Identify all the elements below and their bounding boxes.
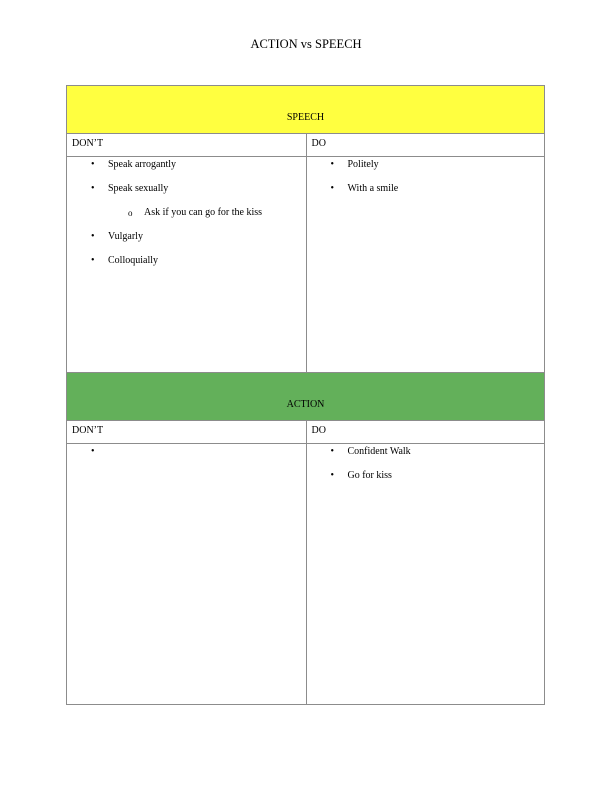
- bullet-disc-icon: •: [91, 159, 95, 170]
- action-dont-list: [67, 446, 306, 470]
- action-do-list: [307, 446, 545, 494]
- action-dont-cell: [67, 444, 307, 705]
- bullet-disc-icon: •: [91, 255, 95, 266]
- action-dont-label: DON’T: [67, 421, 307, 444]
- bullet-disc-icon: •: [330, 446, 335, 457]
- list-item: • With a smile: [330, 183, 399, 194]
- list-item: • Vulgarly: [91, 231, 143, 242]
- list-item: • Colloquially: [91, 255, 158, 266]
- speech-header-row: [67, 86, 545, 134]
- speech-body-row: [67, 157, 545, 373]
- speech-dont-list: [67, 159, 306, 279]
- list-item: • Confident Walk: [330, 446, 411, 457]
- list-item: • Speak sexually: [91, 183, 169, 194]
- document-title: ACTION vs SPEECH: [250, 37, 362, 51]
- list-item: [67, 446, 306, 470]
- bullet-disc-icon: •: [330, 470, 335, 481]
- speech-column-labels: [67, 134, 545, 157]
- action-header-row: [67, 373, 545, 421]
- bullet-disc-icon: •: [91, 231, 95, 242]
- speech-do-cell: [307, 157, 546, 373]
- speech-heading: SPEECH: [286, 112, 325, 123]
- speech-do-label: DO: [307, 134, 546, 157]
- bullet-disc-icon: •: [91, 183, 95, 194]
- bullet-disc-icon: •: [330, 159, 335, 170]
- action-column-labels: [67, 421, 545, 444]
- action-section-header: [67, 373, 545, 421]
- speech-dont-label: DON’T: [67, 134, 307, 157]
- bullet-circle-icon: o: [128, 208, 133, 218]
- speech-dont-cell: [67, 157, 307, 373]
- list-item: • Politely: [330, 159, 379, 170]
- action-body-row: [67, 444, 545, 705]
- list-item: • Go for kiss: [330, 470, 392, 481]
- bullet-disc-icon: •: [91, 446, 95, 457]
- comparison-table: [66, 85, 545, 705]
- list-item: • Speak arrogantly: [91, 159, 177, 170]
- action-do-label: DO: [307, 421, 546, 444]
- action-heading: ACTION: [286, 399, 325, 410]
- sub-list-item: o Ask if you can go for the kiss: [128, 207, 263, 218]
- bullet-disc-icon: •: [330, 183, 335, 194]
- action-do-cell: [307, 444, 546, 705]
- speech-do-list: [307, 159, 545, 207]
- speech-section-header: [67, 86, 545, 134]
